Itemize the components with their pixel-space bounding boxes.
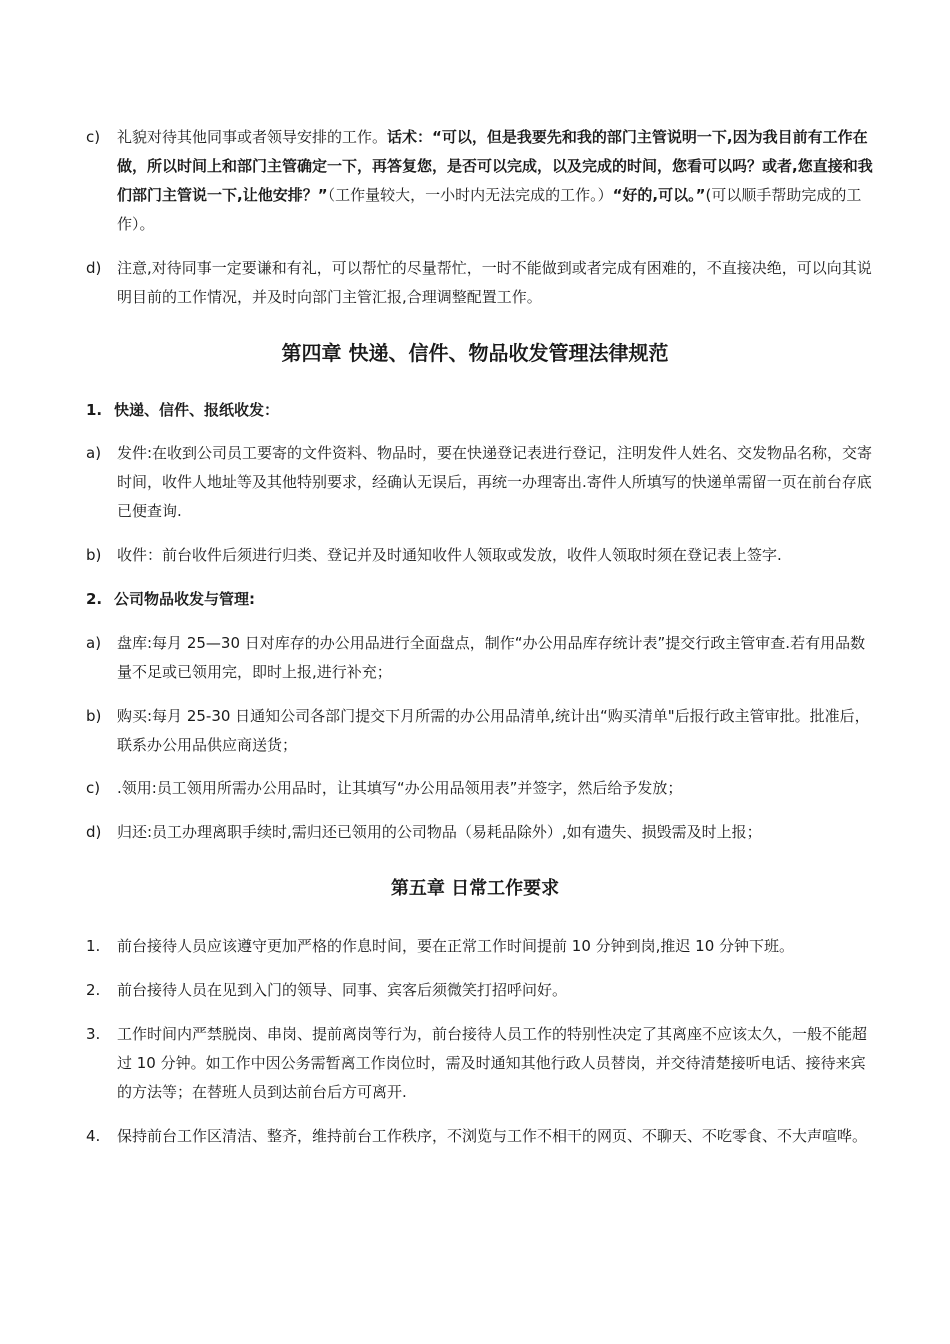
item-text: 归还:员工办理离职手续时,需归还已领用的公司物品（易耗品除外）,如有遗失、损毁需及时上报；	[117, 823, 762, 841]
script-note-short: (可以顺手帮助完成的工作）。	[117, 186, 862, 233]
script-phrase-short: “好的,可以。”	[612, 186, 706, 204]
item-marker: c)	[86, 779, 101, 797]
item-text: 前台接待人员在见到入门的领导、同事、宾客后须微笑打招呼问好。	[117, 981, 568, 999]
script-phrase: 话术：“可以，但是我要先和我的部门主管说明一下,因为我目前有工作在做，所以时间上和部门主管确定一下，再答复您，是否可以完成，以及完成的时间，您看可以吗？或者,您直接和我们部门主管说一下,让他安排？”	[117, 128, 873, 204]
section-title: 快递、信件、报纸收发：	[114, 401, 280, 419]
item-marker: d)	[86, 823, 102, 841]
list-item-requisition	[86, 774, 876, 803]
section-heading-1	[86, 396, 279, 425]
script-note: （工作量较大，一小时内无法完成的工作。）	[327, 186, 613, 204]
item-marker: d)	[86, 259, 102, 277]
chapter-title-4: 第四章 快递、信件、物品收发管理法律规范	[281, 341, 669, 365]
item-text: 盘库:每月 25—30 日对库存的办公用品进行全面盘点，制作“办公用品库存统计表”提交行政主管审查.若有用品数量不足或已领用完，即时上报,进行补充；	[117, 634, 866, 681]
section-marker: 2.	[86, 590, 103, 608]
list-item-schedule	[86, 932, 876, 961]
item-text: 注意,对待同事一定要谦和有礼，可以帮忙的尽量帮忙，一时不能做到或者完成有困难的，不直接决绝，可以向其说明目前的工作情况，并及时向部门主管汇报,合理调整配置工作。	[117, 259, 872, 306]
list-item-inventory	[86, 629, 876, 687]
list-item-post-rules	[86, 1020, 876, 1107]
chapter-title-5: 第五章 日常工作要求	[390, 878, 560, 899]
item-text: 发件:在收到公司员工要寄的文件资料、物品时，要在快递登记表进行登记，注明发件人姓名、交发物品名称，交寄时间，收件人地址等及其他特别要求，经确认无误后，再统一办理寄出.寄件人所填写的快递单需留一页在前台存底已便查询.	[117, 444, 873, 520]
section-title: 公司物品收发与管理:	[114, 590, 255, 608]
item-text: 购买:每月 25-30 日通知公司各部门提交下月所需的办公用品清单,统计出“购买清单"后报行政主管审批。批准后，联系办公用品供应商送货；	[117, 707, 870, 754]
item-marker: 3.	[86, 1025, 101, 1043]
item-marker: 2.	[86, 981, 101, 999]
item-marker: b)	[86, 546, 102, 564]
list-item-d-attention	[86, 254, 876, 312]
item-text: 收件：前台收件后须进行归类、登记并及时通知收件人领取或发放，收件人领取时须在登记表上签字.	[117, 546, 782, 564]
list-item-cleanliness	[86, 1122, 876, 1151]
list-item-purchase	[86, 702, 876, 760]
item-text	[117, 123, 876, 239]
list-item-greeting	[86, 976, 876, 1005]
item-text: 工作时间内严禁脱岗、串岗、提前离岗等行为，前台接待人员工作的特别性决定了其离座不应该太久，一般不能超过 10 分钟。如工作中因公务需暂离工作岗位时，需及时通知其他行政人员替岗，并交待清楚接听电话、接待来宾的方法等；在替班人员到达前台后方可离开.	[117, 1025, 868, 1101]
item-marker: a)	[86, 634, 102, 652]
item-text: 保持前台工作区清洁、整齐，维持前台工作秩序，不浏览与工作不相干的网页、不聊天、不吃零食、不大声喧哗。	[117, 1127, 868, 1145]
item-marker: c)	[86, 128, 101, 146]
item-text: .领用:员工领用所需办公用品时，让其填写“办公用品领用表”并签字，然后给予发放；	[117, 779, 683, 797]
item-text-lead: 礼貌对待其他同事或者领导安排的工作。	[117, 128, 388, 146]
list-item-send	[86, 439, 876, 526]
list-item-receive	[86, 541, 876, 570]
item-text: 前台接待人员应该遵守更加严格的作息时间，要在正常工作时间提前 10 分钟到岗,推迟 10 分钟下班。	[117, 937, 795, 955]
list-item-c-courtesy	[86, 123, 876, 239]
section-marker: 1.	[86, 401, 103, 419]
list-item-return	[86, 818, 876, 847]
item-marker: b)	[86, 707, 102, 725]
item-marker: 4.	[86, 1127, 101, 1145]
item-marker: a)	[86, 444, 102, 462]
section-heading-2	[86, 585, 255, 614]
item-marker: 1.	[86, 937, 101, 955]
